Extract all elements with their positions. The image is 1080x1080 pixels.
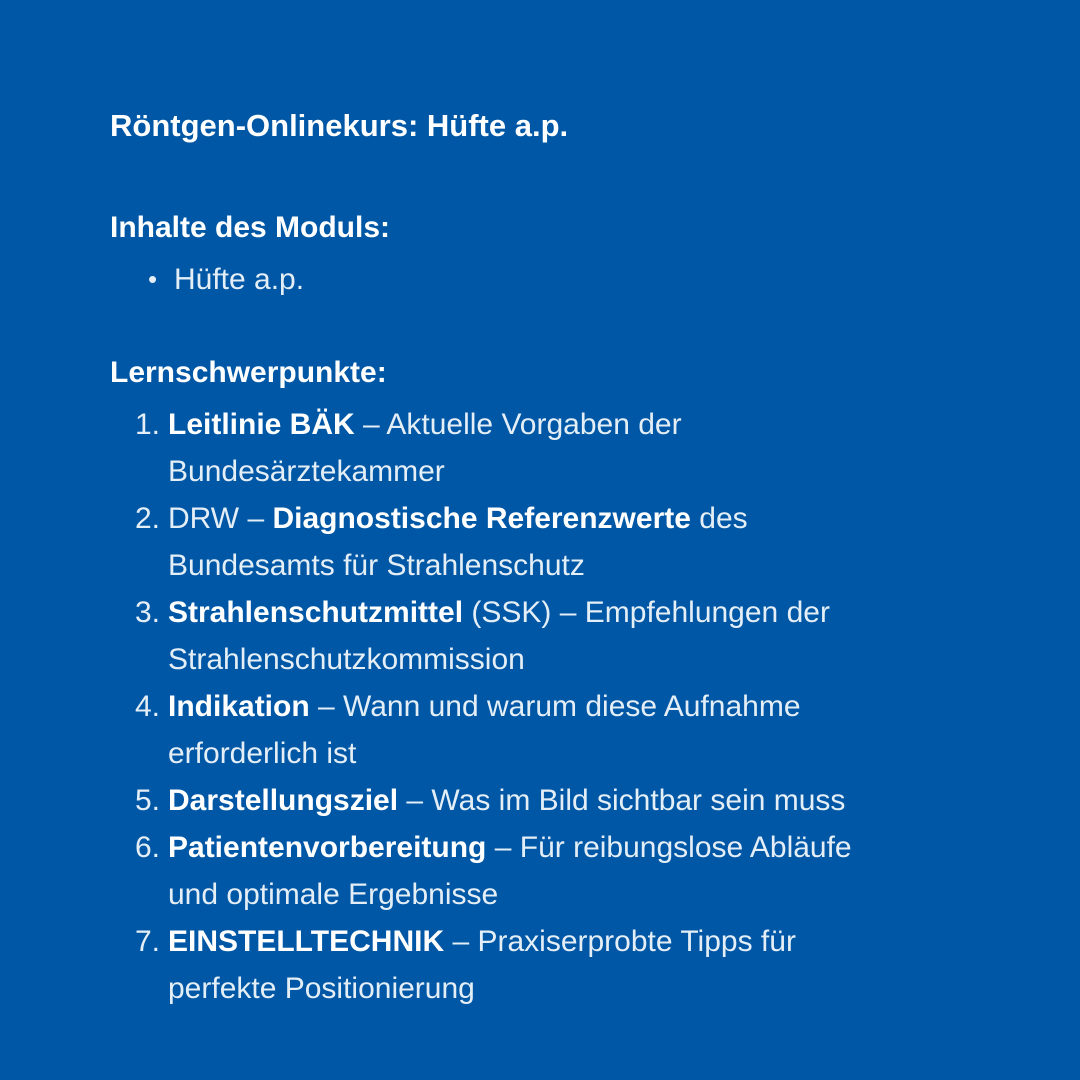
focus-heading: Lernschwerpunkte: [110,356,387,389]
list-item [135,777,980,824]
regular-text: – Wann und warum diese Aufnahme [309,690,801,723]
list-item-text [168,777,980,824]
emphasis-text: Indikation [168,690,310,723]
contents-bullet-list [110,256,980,303]
regular-text: perfekte Positionierung [168,972,475,1005]
emphasis-text: EINSTELLTECHNIK [168,925,445,958]
list-item-text [168,683,980,777]
list-item-number: 4. [135,690,161,723]
bullet-text: Hüfte a.p. [174,263,305,296]
list-item-text [168,401,980,495]
regular-text: DRW – [168,502,273,535]
list-item-number: 1. [135,408,161,441]
focus-numbered-list [110,401,980,1012]
emphasis-text: Diagnostische Referenzwerte [272,502,691,535]
regular-text: – Praxiserprobte Tipps für [444,925,796,958]
contents-heading: Inhalte des Moduls: [110,211,391,244]
regular-text: – Was im Bild sichtbar sein muss [398,784,846,817]
page-title: Röntgen-Onlinekurs: Hüfte a.p. [110,108,569,143]
emphasis-text: Strahlenschutzmittel [168,596,464,629]
list-item-text [168,495,980,589]
regular-text: Strahlenschutzkommission [168,643,525,676]
list-item [135,589,980,683]
regular-text: Bundesärztekammer [168,455,445,488]
regular-text: – Aktuelle Vorgaben der [354,408,682,441]
list-item [135,495,980,589]
regular-text: des [690,502,748,535]
emphasis-text: Leitlinie BÄK [168,408,355,441]
list-item-text [168,589,980,683]
list-item [135,683,980,777]
emphasis-text: Darstellungsziel [168,784,399,817]
emphasis-text: Patientenvorbereitung [168,831,487,864]
list-item-number: 6. [135,831,161,864]
regular-text: – Für reibungslose Abläufe [486,831,852,864]
list-item-number: 2. [135,502,161,535]
regular-text: und optimale Ergebnisse [168,878,499,911]
list-item-number: 3. [135,596,161,629]
regular-text: erforderlich ist [168,737,357,770]
bullet-icon: • [148,264,158,294]
list-item-number: 7. [135,925,161,958]
list-item [135,824,980,918]
list-item [135,401,980,495]
regular-text: Bundesamts für Strahlenschutz [168,549,585,582]
list-item [135,918,980,1012]
list-item-number: 5. [135,784,161,817]
list-item-text [168,918,980,1012]
bullet-item [148,256,980,303]
list-item-text [168,824,980,918]
regular-text: (SSK) – Empfehlungen der [463,596,830,629]
